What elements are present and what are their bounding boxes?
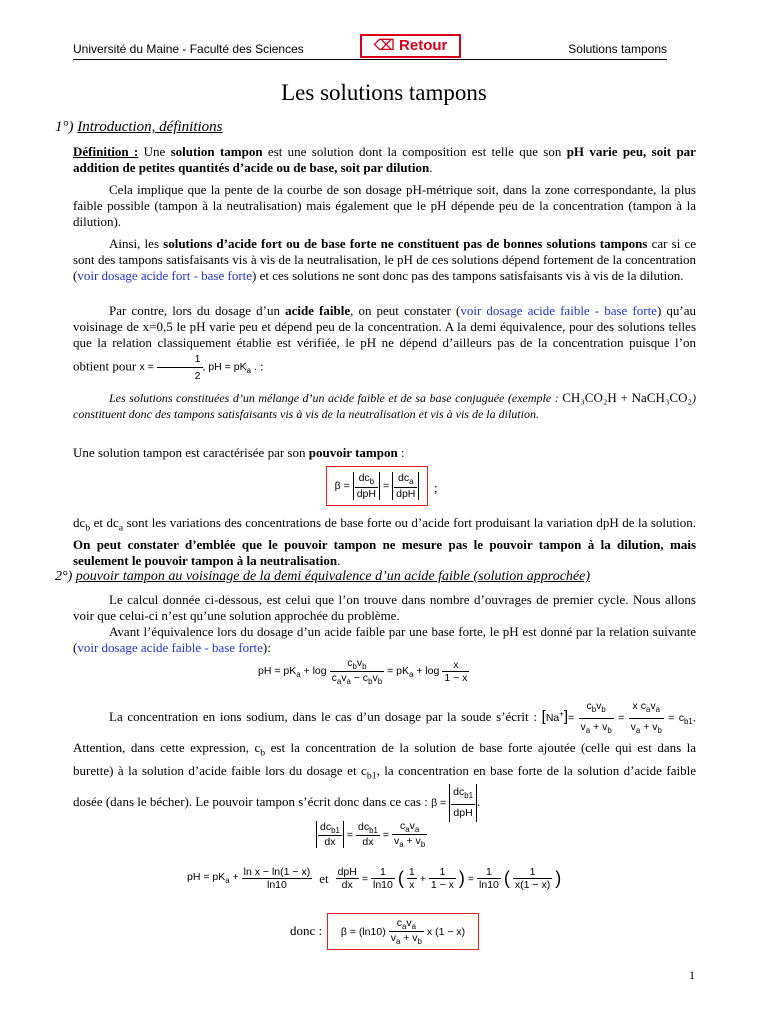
p7-text-c: sont les variations des concentrations de base forte ou d’acide fort produisant la variation dpH de la solution. [123,515,697,530]
header-left: Université du Maine - Faculté des Sciences [73,42,304,56]
section-1-number: 1°) [55,119,74,135]
p5-text-a: Les solutions constituées d’un mélange d’un acide faible et de sa base conjuguée (exemple : [109,391,563,405]
ph-ln-equation: pH = $pK_a$ + $\frac{\text{ln x − ln(1 − x)}}{\ln 10}$ et $\frac{\text{dpH}}{dx}$ = $\frac{1}{\ln 10}$ ( $\frac{1}{x}$ + $\frac{1}{1 - x}$ ) = $\frac{1}{\ln 10}$ ( $\frac{1}{x(1 - x)}$ ) [187,866,562,891]
section-2-title: pouvoir tampon au voisinage de la demi équivalence d’un acide faible (solution approchée) [75,569,591,584]
beta-cb1-formula: β = $\frac{dc_{b1}}{\text{dpH}}$ [431,797,477,809]
paragraph-strong-acid [73,236,696,284]
link-weak-acid-dosage-2[interactable]: voir dosage acide faible - base forte [77,640,263,655]
formula-semicolon: ; [434,480,438,495]
page-title: Les solutions tampons [281,80,487,105]
p10-text-b: . Attention, dans cette expression, c [73,709,697,756]
donc-label: donc : [290,923,323,938]
p10-text-a: La concentration en ions sodium, dans le cas d’un dosage par la soude s’écrit : [109,709,542,725]
definition-text-a: Une [138,144,171,159]
p6-bold: pouvoir tampon [308,445,398,460]
section-1-title: Introduction, définitions [77,119,223,135]
paragraph-buffer-example [73,390,696,422]
definition-paragraph [73,144,696,176]
header-rule [73,59,667,60]
paragraph-buffer-power [73,445,696,461]
p4-text-c: , on peut constater ( [350,303,461,318]
final-beta-formula: β = (ln10) $\frac{c_av_a}{v_a + v_b}$ x (1 − x) [327,913,479,950]
p3-text-c: car si ce sont des tampons satisfaisants vis à vis de la neutralisation, le pH de ces solutions dépend fortement de la concentration ( [73,236,696,283]
definition-label: Définition : [73,144,139,159]
half-equivalence-formula: x = $\frac{1}{2}$ , pH = $pK_a$ . [139,353,257,382]
p3-text-d: ) et ces solutions ne sont donc pas des tampons satisfaisants vis à vis de la dilution. [252,268,684,283]
p4-text-d: ) qu’au voisinage de x=0,5 le pH varie peu et dépend peu de la concentration. A la demi équivalence, pour des solutions telles que la relation classiquement établie est vérifiée, le pH ne dépend d’ailleurs pas de la concentration puisque l’on obtient pour [73,303,696,374]
p7-text-a: dc [73,515,86,530]
p3-bold: solutions d’acide fort ou de base forte ne constituent pas de bonnes solutions tampons [163,236,648,251]
p9-text-a: Avant l’équivalence lors du dosage d’un acide faible par une base forte, le pH est donné par la relation suivante ( [73,624,696,655]
section-1-heading [55,119,223,136]
p3-text-a: Ainsi, les [109,236,164,251]
link-weak-acid-dosage[interactable]: voir dosage acide faible - base forte [460,303,657,318]
section-2-heading [55,569,590,585]
paragraph-variations: $dc_b$ et $dc_a$ sont les variations des concentrations de base forte ou d’acide fort produisant la variation dpH de la solution. On peut constater d’emblée que le pouvoir tampon ne mesure pas le pouvoir tampon à la dilution, mais seulement le pouvoir tampon à la neutralisation. [73,515,697,568]
chemical-formula: CH₃CO₂H + NaCH₃CO₂ [562,390,692,405]
definition-term: solution tampon [170,144,263,159]
paragraph-calculation: Le calcul donnée ci-dessous, est celui que l’on trouve dans nombre d’ouvrages de premier cycle. Nous allons voir que celui-ci n’est qu’une solution approchée du problème. [73,592,696,623]
paragraph-sodium: La concentration en ions sodium, dans le cas d’un dosage par la soude s’écrit : [Na+]= $\frac{c_bv_b}{v_a + v_b}$ = $\frac{x c_av_a}{v_a + v_b}$ = $c_{b1}$. Attention, dans cette expression, $c_b$ est la concentration de la solution de base forte ajoutée (celle qui est dans la burette) à la solution d’acide faible lors du dosage et $c_{b1}$, la concentration en base forte de la solution d’acide faible dosée (dans le bécher). Le pouvoir tampon s’écrit donc dans ce cas : β = $\frac{dc_{b1}}{\text{dpH}}$ . [73,698,696,822]
p7-text-e: . [337,552,341,568]
buffer-power-formula: β = $\frac{dc_b}{\text{dpH}}$ = $\frac{dc_a}{\text{dpH}}$ [326,466,428,506]
p5-text-b: ) constituent donc des tampons satisfaisants vis à vis de la neutralisation et vis à vis de la dilution. [73,391,696,421]
p7-bold: On peut constater d’emblée que le pouvoir tampon ne mesure pas le pouvoir tampon à la dilution, mais seulement le pouvoir tampon à la neutralisation [73,536,696,568]
link-strong-acid-dosage[interactable]: voir dosage acide fort - base forte [77,268,253,283]
section-2-number: 2°) [55,569,73,584]
p4-text-e: : [256,358,264,374]
p6-text-a: Une solution tampon est caractérisée par son [73,445,309,460]
retour-button[interactable]: ⌫ Retour [360,34,461,58]
p7-text-b: et dc [90,515,119,530]
definition-emphasis: pH varie peu, soit par addition de petites quantités d’acide ou de base, soit par dilution [73,144,696,175]
page-number: 1 [689,968,695,982]
p4-text-a: Par contre, lors du dosage d’un [109,303,286,318]
p10-text-c: est la concentration de la solution de base forte ajoutée (celle qui est dans la burette) à la solution d’acide faible lors du dosage et c [73,740,697,778]
p4-bold: acide faible [285,303,351,318]
ph-equation: pH = $pK_a + \log$ $\frac{c_bv_b}{c_av_a - c_bv_b}$ = $pK_a + \log$ $\frac{x}{1 - x}$ [258,657,468,687]
p10-text-d: , la concentration en base forte de la solution d’acide faible dosée (dans le bécher). Le pouvoir tampon s’écrit donc dans ce cas : [73,762,696,810]
definition-text-e: . [429,160,433,175]
paragraph-ph-relation [73,624,696,656]
definition-text-c: est une solution dont la composition est telle que son [262,144,567,159]
header-right: Solutions tampons [568,42,667,56]
derivative-equation: $\frac{dc_{b1}}{dx}$ = $\frac{dc_{b1}}{dx}$ = $\frac{c_av_a}{v_a + v_b}$ [316,820,427,849]
p9-text-b: ): [262,640,271,655]
p6-text-c: : [397,445,405,460]
paragraph-slope: Cela implique que la pente de la courbe de son dosage pH-métrique soit, dans la zone correspondante, la plus faible possible (tampon à la neutralisation) mais également que le pH dépende peu de la concentration (tampon à la dilution). [73,182,696,229]
paragraph-weak-acid [73,303,696,384]
sodium-formula: [Na+]= $\frac{c_bv_b}{v_a + v_b}$ = $\frac{x c_av_a}{v_a + v_b}$ = $c_{b1}$ [541,700,693,736]
et-word: et [319,870,329,886]
